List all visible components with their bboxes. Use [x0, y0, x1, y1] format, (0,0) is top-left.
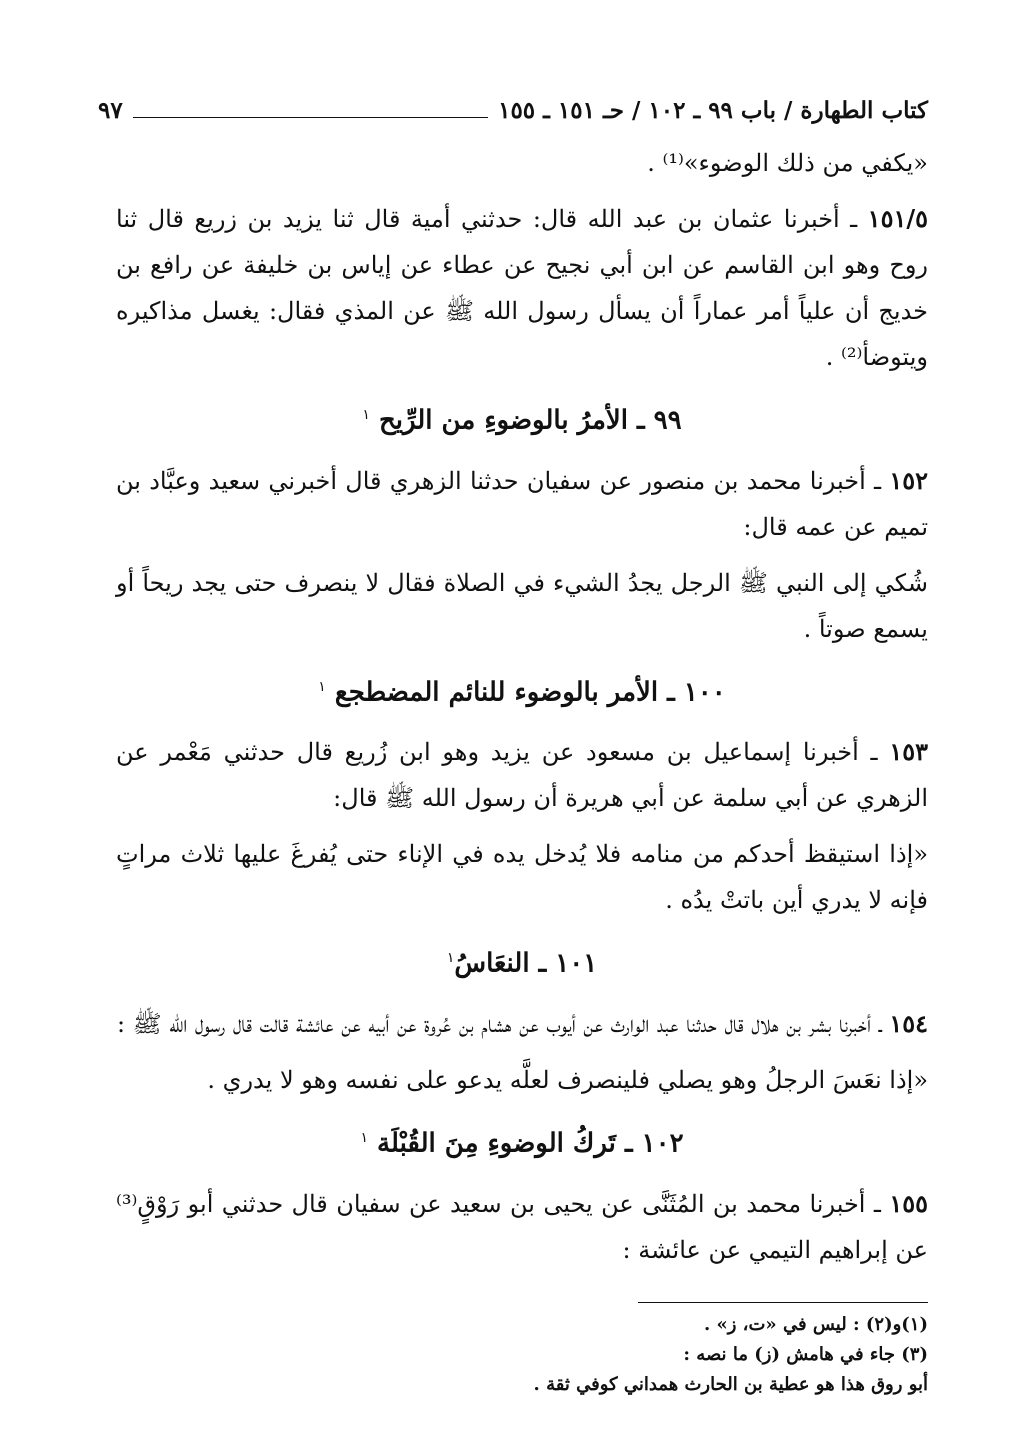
hadith-text: ـ أخبرنا عثمان بن عبد الله قال: حدثني أمية قال ثنا يزيد بن زريع قال ثنا روح وهو ابن القاسم عن ابن أبي نجيح عن عطاء عن إياس بن خليفة عن رافع بن خديج أن علياً أمر عماراً أن يسأل رسول الله ﷺ عن المذي فقال: يغسل مذاكيره ويتوضأ⁽²⁾ . [116, 205, 928, 371]
hadith-154-quote: «إذا نعَسَ الرجلُ وهو يصلي فلينصرف لعلَّه يدعو على نفسه وهو لا يدري . [207, 1065, 928, 1094]
heading-text: ٩٩ ـ الأمرُ بالوضوءِ من الرِّيح [378, 405, 682, 436]
hadith-number: ١٥٢ [889, 465, 928, 495]
hadith-text: ـ أخبرنا إسماعيل بن مسعود عن يزيد وهو ابن زُريع قال حدثني مَعْمر عن الزهري عن أبي سلمة عن أبي هريرة أن رسول الله ﷺ قال: [116, 738, 928, 813]
chapter-heading-100 [116, 662, 928, 718]
chapter-heading-99 [116, 390, 928, 446]
hadith-number: ١٥٤ [889, 1008, 928, 1038]
footnote-3: (٣) جاء في هامش (ز) ما نصه : [683, 1344, 928, 1365]
heading-text: ١٠١ ـ النعَاسُ [454, 948, 598, 979]
header-rule [133, 117, 488, 118]
heading-mark: ١ [360, 1129, 368, 1146]
chapter-heading-101 [116, 933, 928, 989]
hadith-text: ـ أخبرنا محمد بن المُثَنَّى عن يحيى بن سعيد عن سفيان قال حدثني أبو رَوْقٍ⁽³⁾ عن إبراهيم التيمي عن عائشة : [116, 1189, 928, 1264]
page-number: ٩٧ [98, 97, 123, 124]
heading-text: ١٠٢ ـ تَركُ الوضوءِ مِنَ القُبْلَة [377, 1128, 684, 1159]
hadith-154 [116, 1001, 928, 1047]
footnotes [96, 1310, 928, 1400]
heading-mark: ١ [446, 950, 455, 967]
heading-mark: ١ [318, 678, 326, 695]
hadith-152-quote: شُكي إلى النبي ﷺ الرجل يجدُ الشيء في الصلاة فقال لا ينصرف حتى يجد ريحاً أو يسمع صوتاً . [116, 568, 928, 643]
chapter-heading-102 [116, 1113, 928, 1169]
main-text [116, 140, 928, 1283]
hadith-number: ١٥٣ [889, 737, 928, 767]
hadith-153-quote: «إذا استيقظ أحدكم من منامه فلا يُدخل يده في الإناء حتى يُفرغَ عليها ثلاث مراتٍ فإنه لا يدري أين باتتْ يدُه . [116, 840, 928, 915]
hadith-text: ـ أخبرنا محمد بن منصور عن سفيان حدثنا الزهري قال أخبرني سعيد وعبَّاد بن تميم عن عمه قال: [116, 466, 928, 541]
hadith-151 [116, 196, 928, 380]
paragraph-intro: «يكفي من ذلك الوضوء»⁽¹⁾ . [647, 149, 928, 177]
footnote-1-2: (١)و(٢) : ليس في «ت، ز» . [703, 1314, 928, 1335]
footnote-3-text: أبو روق هذا هو عطية بن الحارث همداني كوفي ثقة . [533, 1374, 928, 1395]
header-title: كتاب الطهارة / باب ٩٩ ـ ١٠٢ / حـ ١٥١ ـ ١٥٥ [498, 97, 928, 124]
hadith-number: ١٥١/٥ [867, 204, 928, 233]
heading-mark: ١ [362, 407, 370, 423]
heading-text: ١٠٠ ـ الأمر بالوضوء للنائم المضطجع [334, 677, 726, 708]
hadith-number: ١٥٥ [889, 1188, 928, 1218]
hadith-153 [116, 729, 928, 821]
footnote-separator [638, 1302, 928, 1303]
hadith-155 [116, 1181, 928, 1273]
hadith-152 [116, 458, 928, 550]
hadith-text: ـ أخبرنا بشر بن هلال قال حدثنا عبد الوارث عن أيوب عن هشام بن عُروة عن أبيه عن عائشة قالت قال رسول الله ﷺ : [116, 1009, 890, 1038]
running-header [98, 82, 928, 126]
